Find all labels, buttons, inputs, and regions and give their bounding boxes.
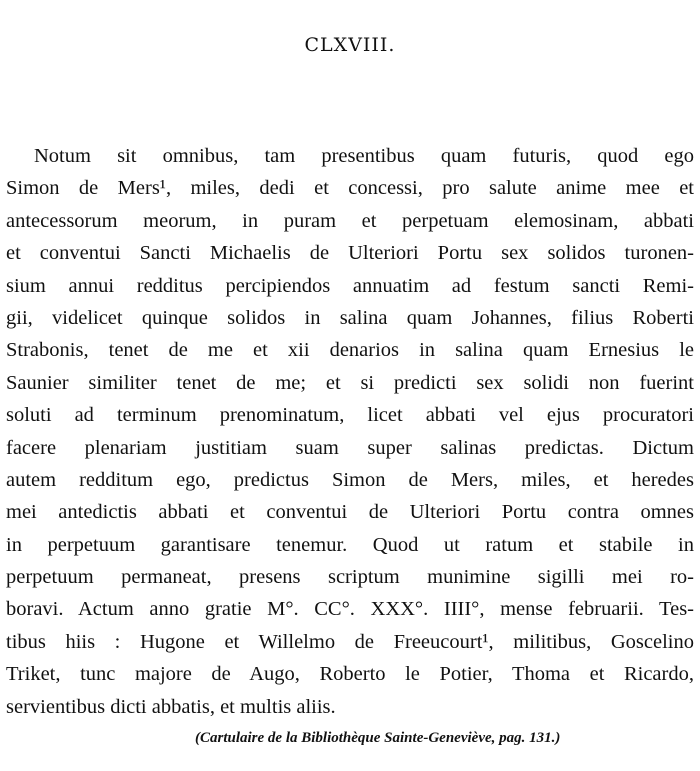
text-line: antecessorum meorum, in puram et perpetuam elemosinam, abbati: [6, 209, 694, 232]
source-citation: (Cartulaire de la Bibliothèque Sainte-Geneviève, pag. 131.): [195, 730, 561, 746]
text-line: Triket, tunc majore de Augo, Roberto le Potier, Thoma et Ricardo,: [6, 663, 694, 686]
text-line: Saunier similiter tenet de me; et si predicti sex solidi non fuerint: [6, 371, 694, 394]
text-line: Simon de Mers¹, miles, dedi et concessi, pro salute anime mee et: [6, 177, 694, 200]
text-line: facere plenariam justitiam suam super salinas predictas. Dictum: [6, 436, 694, 459]
text-line: soluti ad terminum prenominatum, licet abbati vel ejus procuratori: [6, 404, 694, 427]
text-line: et conventui Sancti Michaelis de Ulteriori Portu sex solidos turonen-: [6, 242, 694, 265]
text-line: boravi. Actum anno gratie M°. CC°. XXX°. IIII°, mense februarii. Tes-: [6, 598, 694, 621]
text-line: mei antedictis abbati et conventui de Ulteriori Portu contra omnes: [6, 501, 694, 524]
text-line: autem redditum ego, predictus Simon de Mers, miles, et heredes: [6, 468, 694, 491]
text-line: servientibus dicti abbatis, et multis aliis.: [6, 695, 336, 718]
charter-number-heading: CLXVIII.: [304, 34, 396, 56]
text-line: sium annui redditus percipiendos annuatim ad festum sancti Remi-: [6, 274, 694, 297]
text-line: in perpetuum garantisare tenemur. Quod ut ratum et stabile in: [6, 533, 694, 556]
text-line: Strabonis, tenet de me et xii denarios in salina quam Ernesius le: [6, 339, 694, 362]
text-line: gii, videlicet quinque solidos in salina quam Johannes, filius Roberti: [6, 306, 694, 329]
charter-text: [6, 140, 694, 723]
text-line: perpetuum permaneat, presens scriptum munimine sigilli mei ro-: [6, 566, 694, 589]
text-line: tibus hiis : Hugone et Willelmo de Freeucourt¹, militibus, Goscelino: [6, 630, 694, 653]
text-line: Notum sit omnibus, tam presentibus quam futuris, quod ego: [34, 145, 694, 167]
